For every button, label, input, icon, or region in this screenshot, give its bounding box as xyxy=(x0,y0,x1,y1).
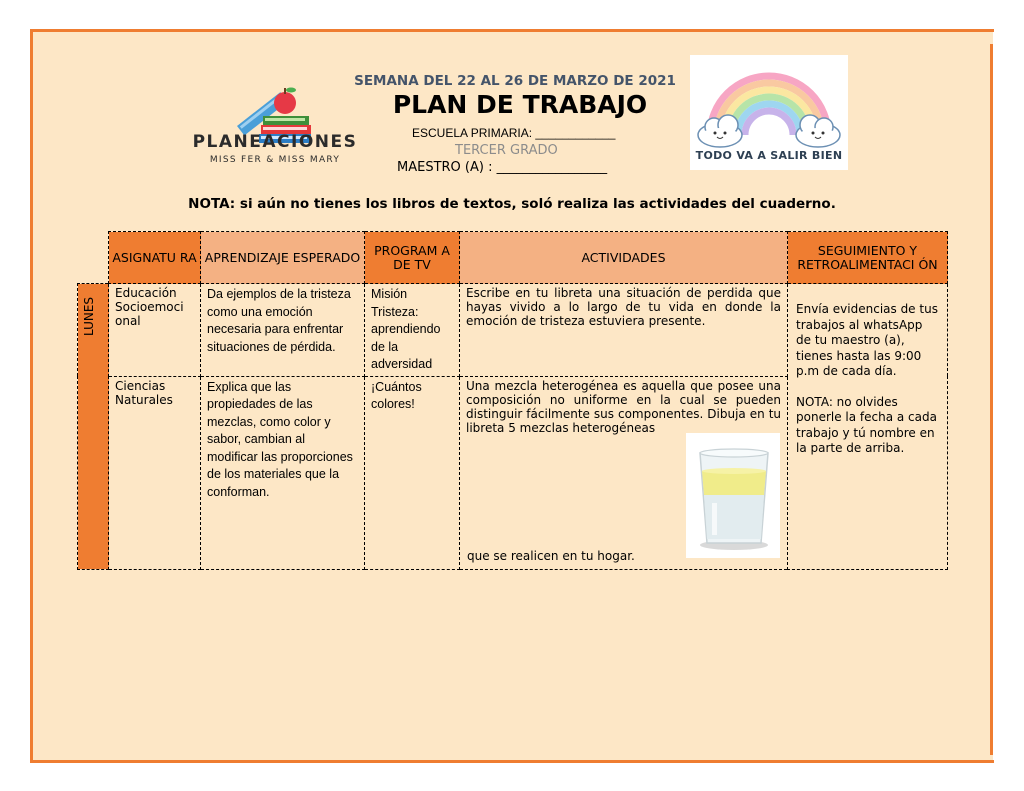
rainbow-caption: TODO VA A SALIR BIEN xyxy=(695,149,843,162)
main-note: NOTA: si aún no tienes los libros de textos, soló realiza las actividades del cuaderno. xyxy=(188,196,836,212)
page-title: PLAN DE TRABAJO xyxy=(392,90,648,119)
header-aprendizaje: APRENDIZAJE ESPERADO xyxy=(201,232,365,284)
header-actividades: ACTIVIDADES xyxy=(460,232,788,284)
school-line: ESCUELA PRIMARIA: ____________ xyxy=(412,126,616,140)
row1-programa: Misión Tristeza: aprendiendo de la adversidad xyxy=(365,284,460,377)
header-asignatura: ASIGNATU RA xyxy=(109,232,201,284)
frame-border-bottom xyxy=(30,760,994,763)
seguimiento-note: NOTA: no olvides ponerle la fecha a cada trabajo y tú nombre en la parte de arriba. xyxy=(796,394,937,455)
grade-line: TERCER GRADO xyxy=(455,143,558,158)
header-seguimiento: SEGUIMIENTO Y RETROALIMENTACI ÓN xyxy=(788,232,948,284)
frame-border-right xyxy=(990,44,993,755)
row1-asignatura: Educación Socioemoci onal xyxy=(109,284,201,377)
row1-aprendizaje: Da ejemplos de la tristeza como una emoción necesaria para enfrentar situaciones de pérdida. xyxy=(201,284,365,377)
frame-border-left xyxy=(30,29,33,763)
week-heading: SEMANA DEL 22 AL 26 DE MARZO DE 2021 xyxy=(354,73,676,89)
day-label: LUNES xyxy=(82,296,96,336)
work-plan-table xyxy=(77,231,948,570)
seguimiento-cell xyxy=(788,284,948,570)
row2-programa: ¡Cuántos colores! xyxy=(365,376,460,569)
glass-mixture-icon xyxy=(686,433,780,558)
header-programa: PROGRAM A DE TV xyxy=(365,232,460,284)
row2-asignatura: Ciencias Naturales xyxy=(109,376,201,569)
corner-blank xyxy=(78,232,109,284)
row2-aprendizaje: Explica que las propiedades de las mezclas, como color y sabor, cambian al modificar las proporciones de los materiales que la conforman. xyxy=(201,376,365,569)
row1-actividades: Escribe en tu libreta una situación de perdida que hayas vivido a lo largo de tu vida en donde la emoción de tristeza estuviera presente. xyxy=(460,284,788,377)
frame-border-top xyxy=(30,29,994,32)
row2-actividades: Una mezcla heterogénea es aquella que posee una composición no uniforme en la cual se pueden distinguir fácilmente sus componentes. Dibuja en tu libreta 5 mezclas heterogéneas xyxy=(460,376,788,569)
logo-subtitle: MISS FER & MISS MARY xyxy=(209,155,341,165)
teacher-line: MAESTRO (A) : _________________ xyxy=(397,160,608,175)
seguimiento-text: Envía evidencias de tus trabajos al whatsApp de tu maestro (a), tienes hasta las 9:00 p.m de cada día. xyxy=(796,302,938,378)
row2-actividades-end: que se realicen en tu hogar. xyxy=(467,549,635,563)
logo-title: PLANEACIONES xyxy=(192,132,358,152)
day-column xyxy=(78,284,109,570)
